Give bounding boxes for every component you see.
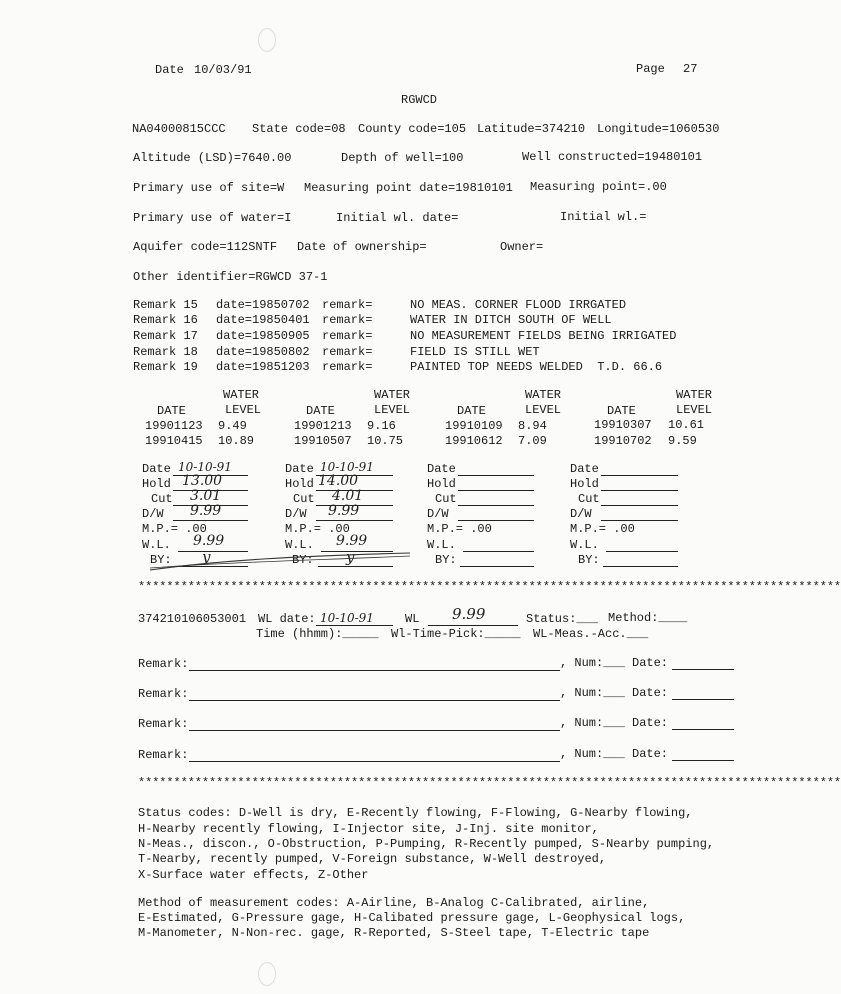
- method-code-line: M-Manometer, N-Non-rec. gage, R-Reported, S-Steel tape, T-Electric tape: [138, 926, 650, 940]
- field-mp: M.P.= .00: [142, 522, 207, 536]
- status-field[interactable]: Status:___: [526, 612, 599, 626]
- handwritten-date[interactable]: 10-10-91: [178, 460, 232, 474]
- longitude: Longitude=1060530: [597, 122, 720, 136]
- remark-number: Remark 19: [133, 360, 198, 374]
- remark-label: remark=: [322, 345, 373, 359]
- col-header-water: WATER: [223, 388, 260, 402]
- level-value: 7.09: [518, 434, 547, 448]
- remark-number: Remark 16: [133, 313, 198, 327]
- level-value: 9.59: [668, 434, 697, 448]
- remark-text: FIELD IS STILL WET: [410, 345, 540, 359]
- wl-date-value[interactable]: 10-10-91: [320, 611, 374, 625]
- level-value: 10.89: [218, 434, 255, 448]
- remark-entry-line[interactable]: [189, 670, 560, 671]
- measuring-point: Measuring point=.00: [530, 180, 667, 194]
- site-number: 374210106053001: [138, 612, 247, 626]
- wl-meas-acc-field[interactable]: WL-Meas.-Acc.___: [533, 627, 649, 641]
- remark-date: date=19850702: [216, 298, 310, 312]
- handwritten-wl[interactable]: 9.99: [336, 533, 368, 549]
- separator-stars: ***************************************************************************************************: [138, 580, 841, 594]
- remark-text: PAINTED TOP NEEDS WELDED T.D. 66.6: [410, 360, 663, 374]
- date-label: Date: [155, 63, 184, 77]
- ownership-date: Date of ownership=: [297, 240, 427, 254]
- primary-use-water: Primary use of water=I: [133, 211, 292, 225]
- col-header-level: LEVEL: [525, 403, 562, 417]
- owner: Owner=: [500, 240, 544, 254]
- field-label-cut: Cut: [151, 492, 173, 506]
- time-field[interactable]: Time (hhmm):_____: [256, 627, 379, 641]
- handwritten-hold[interactable]: 14.00: [318, 473, 359, 489]
- remark-entry-label: Remark:: [138, 748, 189, 762]
- handwritten-cut[interactable]: 3.01: [190, 488, 222, 504]
- col-header-date: DATE: [457, 404, 486, 418]
- measuring-point-date: Measuring point date=19810101: [304, 181, 513, 195]
- field-label-by: BY:: [578, 553, 600, 567]
- altitude: Altitude (LSD)=7640.00: [133, 151, 292, 165]
- state-code: State code=08: [252, 122, 346, 136]
- date-field-label: Date:: [632, 656, 669, 670]
- wl-date-label: WL date:: [258, 612, 316, 626]
- remark-text: NO MEASUREMENT FIELDS BEING IRRIGATED: [410, 329, 677, 343]
- remark-entry-label: Remark:: [138, 657, 189, 671]
- well-depth: Depth of well=100: [341, 151, 464, 165]
- remark-text: NO MEAS. CORNER FLOOD IRRGATED: [410, 298, 627, 312]
- remark-number: Remark 15: [133, 298, 198, 312]
- method-code-line: E-Estimated, G-Pressure gage, H-Calibated pressure gage, L-Geophysical logs,: [138, 911, 686, 925]
- field-label-cut: Cut: [293, 492, 315, 506]
- remark-number: Remark 17: [133, 329, 198, 343]
- remark-date: date=19850401: [216, 313, 310, 327]
- num-field[interactable]: , Num:___: [560, 716, 625, 730]
- field-label-dw: D/W: [142, 507, 164, 521]
- field-label-hold: Hold: [570, 477, 599, 491]
- col-header-water: WATER: [374, 388, 411, 402]
- field-label-cut: Cut: [578, 492, 600, 506]
- page-label: Page: [636, 62, 665, 76]
- col-header-date: DATE: [306, 404, 335, 418]
- field-label-cut: Cut: [435, 492, 457, 506]
- field-label-hold: Hold: [142, 477, 171, 491]
- field-label-date: Date: [285, 462, 314, 476]
- date-entry-line[interactable]: [672, 699, 734, 700]
- date-field-label: Date:: [632, 747, 669, 761]
- level-value: 9.16: [367, 419, 396, 433]
- site-id: NA04000815CCC: [132, 122, 226, 136]
- handwritten-initials[interactable]: y: [346, 548, 355, 566]
- level-date: 19910109: [445, 419, 503, 433]
- field-label-wl: W.L.: [285, 538, 314, 552]
- field-mp: M.P.= .00: [427, 522, 492, 536]
- handwritten-wl[interactable]: 9.99: [193, 533, 225, 549]
- remark-text: WATER IN DITCH SOUTH OF WELL: [410, 313, 612, 327]
- level-date: 19910702: [594, 434, 652, 448]
- remark-label: remark=: [322, 360, 373, 374]
- remark-entry-label: Remark:: [138, 687, 189, 701]
- initial-wl: Initial wl.=: [560, 210, 647, 224]
- county-code: County code=105: [358, 122, 467, 136]
- separator-stars: ***************************************************************************************************: [138, 776, 841, 790]
- remark-number: Remark 18: [133, 345, 198, 359]
- well-constructed: Well constructed=19480101: [522, 150, 703, 164]
- field-label-dw: D/W: [427, 507, 449, 521]
- other-identifier: Other identifier=RGWCD 37-1: [133, 270, 328, 284]
- level-value: 8.94: [518, 419, 547, 433]
- handwritten-dw[interactable]: 9.99: [328, 503, 360, 519]
- field-label-wl: W.L.: [142, 538, 171, 552]
- method-code-line: Method of measurement codes: A-Airline, B-Analog C-Calibrated, airline,: [138, 896, 650, 910]
- date-field-label: Date:: [632, 686, 669, 700]
- field-label-wl: W.L.: [427, 538, 456, 552]
- initial-wl-date: Initial wl. date=: [336, 211, 459, 225]
- date-entry-line[interactable]: [672, 669, 734, 670]
- handwritten-hold[interactable]: 13.00: [182, 473, 223, 489]
- field-label-date: Date: [570, 462, 599, 476]
- date-entry-line[interactable]: [672, 729, 734, 730]
- num-field[interactable]: , Num:___: [560, 747, 625, 761]
- num-field[interactable]: , Num:___: [560, 686, 625, 700]
- wl-label: WL: [405, 612, 420, 626]
- col-header-level: LEVEL: [225, 403, 262, 417]
- handwritten-initials[interactable]: y: [202, 548, 211, 566]
- field-label-wl: W.L.: [570, 538, 599, 552]
- level-value: 10.61: [668, 418, 705, 432]
- col-header-water: WATER: [525, 388, 562, 402]
- handwritten-cut[interactable]: 4.01: [332, 488, 364, 504]
- level-value: 9.49: [218, 419, 247, 433]
- remark-label: remark=: [322, 298, 373, 312]
- org-title: RGWCD: [401, 93, 438, 107]
- remark-entry-line[interactable]: [189, 700, 560, 701]
- status-code-line: Status codes: D-Well is dry, E-Recently flowing, F-Flowing, G-Nearby flowing,: [138, 806, 693, 820]
- primary-use-site: Primary use of site=W: [133, 181, 285, 195]
- aquifer-code: Aquifer code=112SNTF: [133, 240, 278, 254]
- col-header-date: DATE: [607, 404, 636, 418]
- remark-date: date=19850905: [216, 329, 310, 343]
- level-date: 19910507: [294, 434, 352, 448]
- remark-date: date=19850802: [216, 345, 310, 359]
- col-header-water: WATER: [676, 388, 713, 402]
- page-number: 27: [683, 62, 698, 76]
- num-field[interactable]: , Num:___: [560, 656, 625, 670]
- field-label-date: Date: [427, 462, 456, 476]
- method-field[interactable]: Method:____: [608, 611, 688, 625]
- col-header-date: DATE: [157, 404, 186, 418]
- field-label-by: BY:: [435, 553, 457, 567]
- remark-label: remark=: [322, 313, 373, 327]
- field-label-dw: D/W: [285, 507, 307, 521]
- date-entry-line[interactable]: [672, 760, 734, 761]
- field-label-date: Date: [142, 462, 171, 476]
- status-code-line: N-Meas., discon., O-Obstruction, P-Pumping, R-Recently pumped, S-Nearby pumping,: [138, 837, 715, 851]
- level-date: 19901123: [145, 419, 203, 433]
- remark-entry-line[interactable]: [189, 761, 560, 762]
- level-date: 19910612: [445, 434, 503, 448]
- remark-label: remark=: [322, 329, 373, 343]
- level-value: 10.75: [367, 434, 404, 448]
- field-label-hold: Hold: [285, 477, 314, 491]
- remark-entry-line[interactable]: [189, 730, 560, 731]
- status-code-line: X-Surface water effects, Z-Other: [138, 868, 369, 882]
- date-field-label: Date:: [632, 716, 669, 730]
- status-code-line: H-Nearby recently flowing, I-Injector site, J-Inj. site monitor,: [138, 822, 599, 836]
- date-value: 10/03/91: [194, 63, 252, 77]
- field-mp: M.P.= .00: [570, 522, 635, 536]
- wl-value[interactable]: 9.99: [452, 605, 486, 623]
- field-label-dw: D/W: [570, 507, 592, 521]
- handwritten-date[interactable]: 10-10-91: [320, 460, 374, 474]
- remark-date: date=19851203: [216, 360, 310, 374]
- handwritten-dw[interactable]: 9.99: [190, 503, 222, 519]
- level-date: 19901213: [294, 419, 352, 433]
- remark-entry-label: Remark:: [138, 717, 189, 731]
- field-label-by: BY:: [150, 553, 172, 567]
- col-header-level: LEVEL: [676, 403, 713, 417]
- field-label-hold: Hold: [427, 477, 456, 491]
- status-code-line: T-Nearby, recently pumped, V-Foreign substance, W-Well destroyed,: [138, 852, 607, 866]
- level-date: 19910415: [145, 434, 203, 448]
- field-mp: M.P.= .00: [285, 522, 350, 536]
- col-header-level: LEVEL: [374, 403, 411, 417]
- wl-time-pick-field[interactable]: Wl-Time-Pick:_____: [391, 627, 521, 641]
- level-date: 19910307: [594, 418, 652, 432]
- field-label-by: BY:: [292, 553, 314, 567]
- latitude: Latitude=374210: [477, 122, 586, 136]
